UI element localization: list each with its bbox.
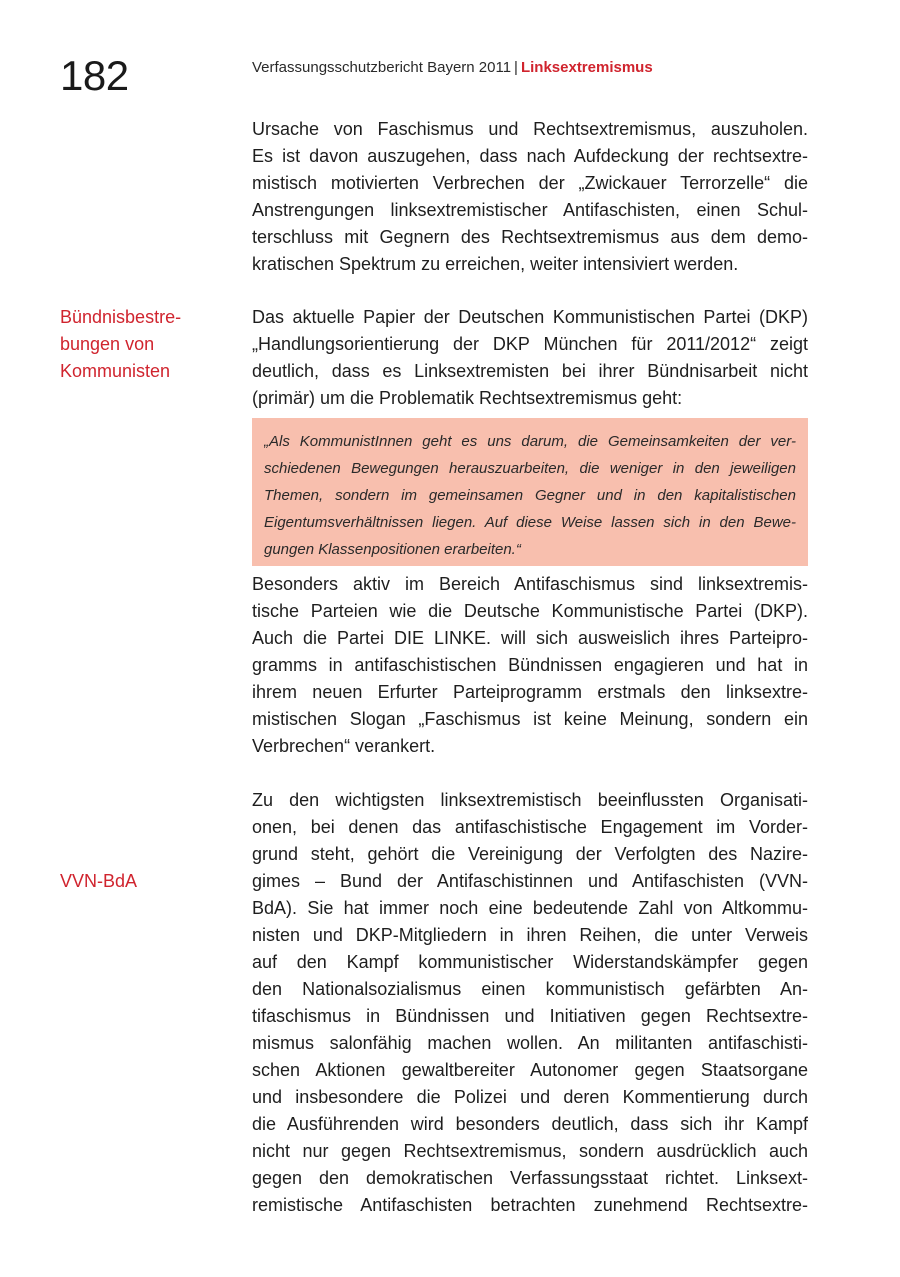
text-line: onen, bei denen das antifaschistische Engagement im Vorder- (252, 817, 808, 837)
side-note-line: VVN-BdA (60, 871, 138, 891)
text-line: Auch die Partei DIE LINKE. will sich ausweislich ihres Parteipro- (252, 628, 808, 648)
text-line: tifaschismus in Bündnissen und Initiativen gegen Rechtsextre- (252, 1006, 808, 1026)
text-line: gimes – Bund der Antifaschistinnen und Antifaschisten (VVN- (252, 871, 808, 891)
text-line: schen Aktionen gewaltbereiter Autonomer gegen Staatsorgane (252, 1060, 808, 1080)
text-line: gramms in antifaschistischen Bündnissen engagieren und hat in (252, 655, 808, 675)
text-line: nisten und DKP-Mitgliedern in ihren Reihen, die unter Verweis (252, 925, 808, 945)
side-note-line: bungen von (60, 334, 155, 354)
text-line: tische Parteien wie die Deutsche Kommunistische Partei (DKP). (252, 601, 808, 621)
side-note-line: Kommunisten (60, 361, 171, 381)
text-line: ihrem neuen Erfurter Parteiprogramm erstmals den linksextre- (252, 682, 808, 702)
side-note-buendnis (60, 304, 181, 385)
text-line: mismus salonfähig machen wollen. An militanten antifaschisti- (252, 1033, 808, 1053)
paragraph-1 (252, 116, 808, 278)
text-line: „Handlungsorientierung der DKP München für 2011/2012“ zeigt (252, 334, 808, 354)
quote-line: Themen, sondern im gemeinsamen Gegner und in den kapitalistischen (264, 487, 796, 504)
text-line: und insbesondere die Polizei und deren Kommentierung durch (252, 1087, 808, 1107)
running-header (252, 58, 653, 78)
paragraph-3 (252, 571, 808, 760)
text-line: kratischen Spektrum zu erreichen, weiter intensiviert werden. (252, 254, 739, 274)
text-line: Ursache von Faschismus und Rechtsextremismus, auszuholen. (252, 119, 808, 139)
text-line: Zu den wichtigsten linksextremistisch beeinflussten Organisati- (252, 790, 808, 810)
quote-line: gungen Klassenpositionen erarbeiten.“ (264, 541, 521, 558)
side-note-vvn (60, 868, 137, 895)
quote-line: „Als KommunistInnen geht es uns darum, die Gemeinsamkeiten der ver- (264, 433, 796, 450)
text-line: den Nationalsozialismus einen kommunistisch gefärbten An- (252, 979, 808, 999)
side-note-line: Bündnisbestre- (60, 307, 182, 327)
quote-line: Eigentumsverhältnissen liegen. Auf diese Weise lassen sich in den Bewe- (264, 514, 796, 531)
text-line: Anstrengungen linksextremistischer Antifaschisten, einen Schul- (252, 200, 808, 220)
text-line: Es ist davon auszugehen, dass nach Aufdeckung der rechtsextre- (252, 146, 808, 166)
text-line: gegen den demokratischen Verfassungsstaat richtet. Linksext- (252, 1168, 808, 1188)
text-line: die Ausführenden wird besonders deutlich, dass sich ihr Kampf (252, 1114, 808, 1134)
quote-line: schiedenen Bewegungen herauszuarbeiten, die weniger in den jeweiligen (264, 460, 796, 477)
text-line: terschluss mit Gegnern des Rechtsextremismus aus dem demo- (252, 227, 808, 247)
text-line: remistische Antifaschisten betrachten zunehmend Rechtsextre- (252, 1195, 808, 1215)
text-line: Verbrechen“ verankert. (252, 736, 436, 756)
text-line: nicht nur gegen Rechtsextremismus, sondern ausdrücklich auch (252, 1141, 808, 1161)
text-line: (primär) um die Problematik Rechtsextremismus geht: (252, 388, 683, 408)
text-line: mistisch motivierten Verbrechen der „Zwickauer Terrorzelle“ die (252, 173, 808, 193)
text-line: auf den Kampf kommunistischer Widerstandskämpfer gegen (252, 952, 808, 972)
text-line: Das aktuelle Papier der Deutschen Kommunistischen Partei (DKP) (252, 307, 808, 327)
text-line: mistischen Slogan „Faschismus ist keine Meinung, sondern ein (252, 709, 808, 729)
paragraph-4 (252, 787, 808, 1219)
text-line: grund steht, gehört die Vereinigung der Verfolgten des Nazire- (252, 844, 808, 864)
section-title: Linksextremismus (520, 59, 653, 76)
paragraph-2 (252, 304, 808, 412)
document-title: Verfassungsschutzbericht Bayern 2011 (252, 59, 512, 76)
page-number: 182 (60, 52, 129, 99)
text-line: deutlich, dass es Linksextremisten bei ihrer Bündnisarbeit nicht (252, 361, 808, 381)
quote-box (252, 418, 808, 566)
text-line: Besonders aktiv im Bereich Antifaschismus sind linksextremis- (252, 574, 808, 594)
text-line: BdA). Sie hat immer noch eine bedeutende Zahl von Altkommu- (252, 898, 808, 918)
header-separator: | (514, 59, 518, 76)
